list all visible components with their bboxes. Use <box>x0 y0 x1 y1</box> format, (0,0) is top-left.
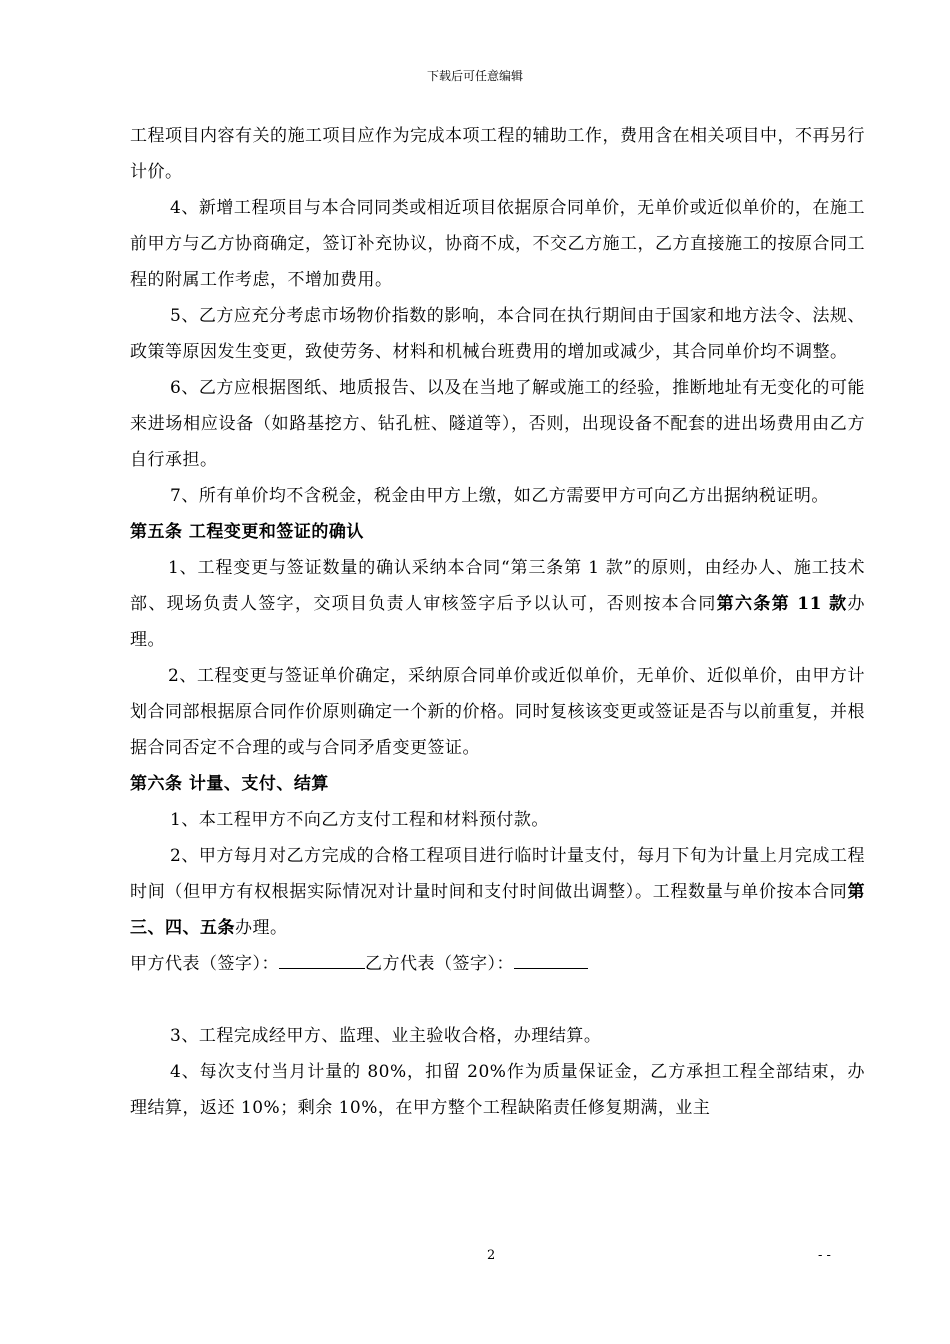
clause-4-new-items: 4、新增工程项目与本合同同类或相近项目依据原合同单价，无单价或近似单价的，在施工前甲方与乙方协商确定，签订补充协议，协商不成，不交乙方施工，乙方直接施工的按原合同工程的附属工作考虑，不增加费用。 <box>130 198 865 290</box>
blank-line <box>130 982 865 1018</box>
clause-reference: 第三、四、五条 <box>130 882 865 938</box>
clause-text: 2、甲方每月对乙方完成的合格工程项目进行临时计量支付，每月下旬为计量上月完成工程时间（但甲方有权根据实际情况对计量时间和支付时间做出调整）。工程数量与单价按本合同 <box>130 846 865 902</box>
clause-5-price-index: 5、乙方应充分考虑市场物价指数的影响，本合同在执行期间由于国家和地方法令、法规、政策等原因发生变更，致使劳务、材料和机械台班费用的增加或减少，其合同单价均不调整。 <box>130 306 865 362</box>
party-b-signature-blank <box>514 946 588 969</box>
page-number: 2 <box>487 1248 496 1263</box>
article-5-clause-1 <box>130 550 865 658</box>
footer-mark: - - <box>818 1248 831 1263</box>
clause-6-equipment: 6、乙方应根据图纸、地质报告、以及在当地了解或施工的经验，推断地址有无变化的可能来进场相应设备（如路基挖方、钻孔桩、隧道等），否则，出现设备不配套的进出场费用由乙方自行承担。 <box>130 378 865 470</box>
clause-7-tax: 7、所有单价均不含税金，税金由甲方上缴，如乙方需要甲方可向乙方出据纳税证明。 <box>170 486 829 506</box>
article-6-clause-1: 1、本工程甲方不向乙方支付工程和材料预付款。 <box>170 810 549 830</box>
article-6-clause-2 <box>130 838 865 946</box>
party-b-label: 乙方代表（签字）： <box>365 954 514 974</box>
party-a-label: 甲方代表（签字）： <box>130 954 279 974</box>
contract-body <box>130 118 865 1126</box>
article-6-clause-3: 3、工程完成经甲方、监理、业主验收合格，办理结算。 <box>170 1026 602 1046</box>
clause-text: 1、工程变更与签证数量的确认采纳本合同“第三条第 1 款”的原则，由经办人、施工技术部、现场负责人签字，交项目负责人审核签字后予以认可，否则按本合同 <box>130 558 865 614</box>
article-5-clause-2: 2、工程变更与签证单价确定，采纳原合同单价或近似单价，无单价、近似单价，由甲方计划合同部根据原合同作价原则确定一个新的价格。同时复核该变更或签证是否与以前重复，并根据合同否定不合理的或与合同矛盾变更签证。 <box>130 666 865 758</box>
paragraph-continuation: 工程项目内容有关的施工项目应作为完成本项工程的辅助工作，费用含在相关项目中，不再另行计价。 <box>130 126 865 182</box>
signature-line <box>130 946 865 982</box>
article-6-clause-4: 4、每次支付当月计量的 80%，扣留 20%作为质量保证金，乙方承担工程全部结束，办理结算，返还 10%；剩余 10%，在甲方整个工程缺陷责任修复期满，业主 <box>130 1062 865 1118</box>
clause-text-end: 办理。 <box>235 918 288 938</box>
party-a-signature-blank <box>279 946 365 969</box>
clause-text-end: 办理。 <box>130 594 865 650</box>
clause-reference: 第六条第 11 款 <box>716 594 848 614</box>
article-6-heading: 第六条 计量、支付、结算 <box>130 774 329 794</box>
article-5-heading: 第五条 工程变更和签证的确认 <box>130 522 364 542</box>
header-note: 下载后可任意编辑 <box>426 69 523 83</box>
